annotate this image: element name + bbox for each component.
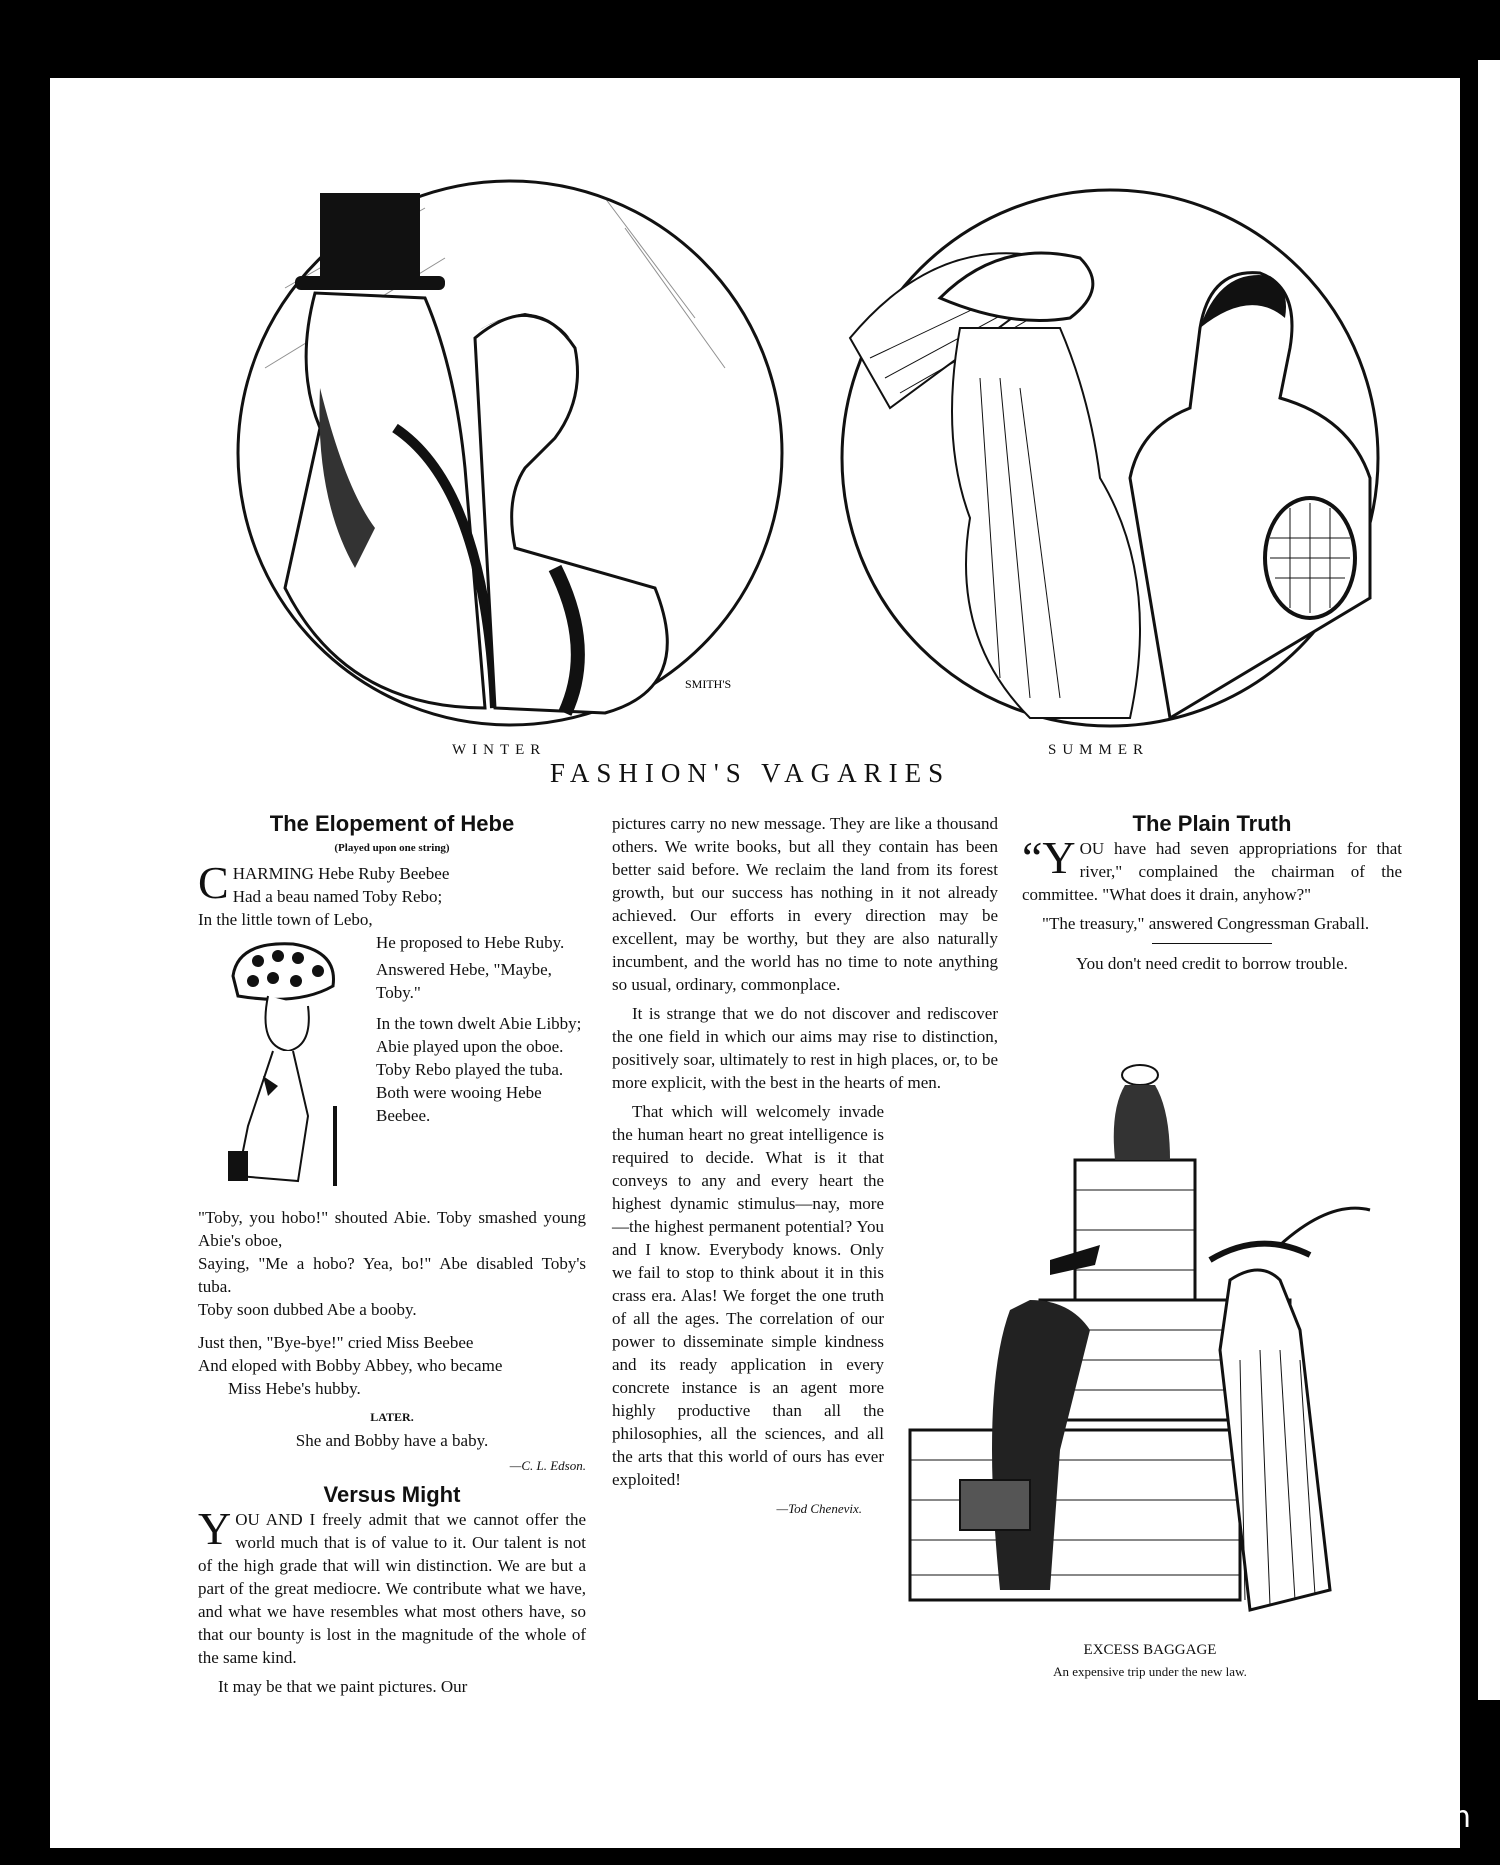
hobo-illustration	[218, 936, 368, 1196]
page-title: FASHION'S VAGARIES	[549, 758, 951, 788]
cartoon-subcaption: An expensive trip under the new law.	[1053, 1664, 1247, 1679]
elopement-author: —C. L. Edson.	[509, 1458, 586, 1473]
poem-line: Answered Hebe, "Maybe, Toby."	[376, 960, 552, 1002]
later-line: She and Bobby have a baby.	[295, 1431, 489, 1450]
cartoon-caption: EXCESS BAGGAGE	[1083, 1642, 1217, 1658]
middle-author: —Tod Chenevix.	[776, 1501, 862, 1516]
plain-truth-text: OU have had seven appropriations for that river," complained the chairman of the committee. "What does it drain, anyhow?"	[1022, 839, 1402, 904]
middle-paragraph-1: pictures carry no new message. They are like a thousand others. We write books, but all they contain has been better said before. We reclaim the land from its forest growth, but our success has nothing in it not already achieved. Our efforts in every direction may be excellent, may be worthy, but they are also naturally incumbent, and the world has no time to note anything so usual, ordinary, commonplace.	[612, 814, 998, 994]
versus-paragraph-1	[198, 1503, 586, 1669]
column-left	[198, 812, 586, 1704]
poem-line: In the town dwelt Abie Libby; Abie played upon the oboe.	[376, 1014, 582, 1056]
elopement-poem	[198, 857, 586, 1400]
plain-truth-paragraph-1	[1022, 832, 1402, 906]
winter-caption: WINTER	[452, 742, 547, 758]
plain-truth-paragraph-2: "The treasury," answered Congressman Graball.	[1042, 914, 1370, 933]
plain-truth-dropcap: “Y	[1022, 832, 1076, 883]
middle-paragraph-3: That which will welcomely invade the human heart no great intelligence is required to decide. What is it that conveys to any and every heart the highest dynamic stimulus—nay, more—the highest permanent potential? You and I know. Everybody knows. Only we fail to stop to think about it in this crass era. Alas! We forget the one truth of all the ages. The correlation of our power to disseminate simple kindness and its ready application in every concrete instance is an agent more highly productive than all the philosophies, all the sciences, and all the arts that this world of ours has ever exploited!	[612, 1102, 884, 1489]
elopement-dropcap: C	[198, 857, 229, 908]
middle-paragraph-2: It is strange that we do not discover and rediscover the one field in which our aims may rise to distinction, positively soar, ultimately to rest in high places, or, to be more explicit, with the best in the hearts of men.	[612, 1004, 998, 1092]
column-right	[1022, 812, 1402, 981]
elopement-subtitle: (Played upon one string)	[334, 842, 450, 854]
plain-truth-title: The Plain Truth	[1132, 811, 1292, 836]
poem-line: Had a beau named Toby Rebo;	[232, 887, 443, 906]
watermark: comicbooks.com	[1206, 1800, 1472, 1835]
poem-line: Saying, "Me a hobo? Yea, bo!" Abe disabled Toby's tuba.	[198, 1254, 586, 1296]
poem-line: Just then, "Bye-bye!" cried Miss Beebee	[198, 1333, 474, 1352]
artist-signature: SMITH'S	[685, 677, 732, 691]
poem-line: In the little town of Lebo,	[198, 910, 373, 929]
poem-line: Miss Hebe's hubby.	[228, 1379, 361, 1398]
poem-line: And eloped with Bobby Abbey, who became	[198, 1356, 503, 1375]
versus-dropcap: Y	[198, 1503, 232, 1554]
divider	[1152, 943, 1272, 944]
winter-illustration	[225, 168, 795, 738]
versus-paragraph-2: It may be that we paint pictures. Our	[218, 1677, 468, 1696]
poem-line: HARMING Hebe Ruby Beebee	[232, 864, 450, 883]
next-page-edge	[1478, 60, 1500, 1700]
quip: You don't need credit to borrow trouble.	[1076, 954, 1348, 973]
elopement-title: The Elopement of Hebe	[269, 811, 515, 836]
versus-text: OU AND I freely admit that we cannot offer the world much that is of value to it. Our talent is not of the high grade that will win distinction. We are but a part of the great mediocre. We contribute what we have, and what we have resembles what most others have, so that our bounty is lost in the magnitude of the whole of the same kind.	[198, 1510, 586, 1667]
summer-caption: SUMMER	[1048, 742, 1150, 758]
summer-illustration	[830, 178, 1390, 738]
versus-title: Versus Might	[323, 1482, 461, 1507]
poem-line: He proposed to Hebe Ruby.	[376, 933, 565, 952]
excess-baggage-illustration	[900, 1030, 1400, 1630]
later-label: LATER.	[370, 1410, 414, 1424]
poem-line: Toby soon dubbed Abe a booby.	[198, 1300, 417, 1319]
poem-line: "Toby, you hobo!" shouted Abie. Toby smashed young Abie's oboe,	[198, 1208, 586, 1250]
poem-line: Toby Rebo played the tuba. Both were wooing Hebe Beebee.	[376, 1060, 564, 1125]
